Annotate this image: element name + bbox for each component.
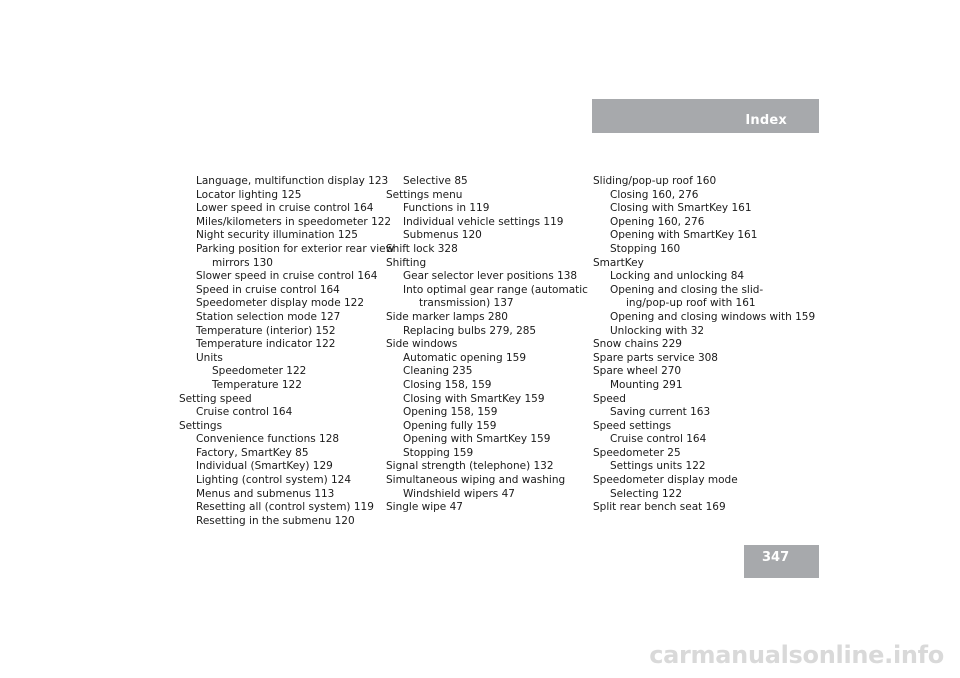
- index-subentry: Temperature indicator 122: [196, 338, 336, 351]
- index-entry: Snow chains 229: [593, 338, 682, 351]
- index-subentry: Cleaning 235: [403, 365, 473, 378]
- index-subentry: Replacing bulbs 279, 285: [403, 324, 537, 337]
- index-subentry: Unlocking with 32: [610, 324, 705, 337]
- section-header: [592, 99, 819, 133]
- index-subentry: Closing 160, 276: [610, 188, 699, 201]
- index-entry: Simultaneous wiping and washing: [386, 474, 566, 487]
- index-subentry: Opening fully 159: [403, 419, 497, 432]
- index-subentry: Cruise control 164: [196, 406, 293, 419]
- index-subentry: Speedometer display mode 122: [196, 297, 365, 310]
- index-subentry: Opening 160, 276: [610, 215, 705, 228]
- index-subentry: Locator lighting 125: [196, 188, 302, 201]
- index-subentry: Lower speed in cruise control 164: [196, 202, 374, 215]
- index-entry: Split rear bench seat 169: [593, 501, 726, 514]
- index-subentry: Selective 85: [403, 175, 468, 187]
- index-subentry: Language, multifunction display 123: [196, 175, 389, 187]
- index-entry: Signal strength (telephone) 132: [386, 460, 554, 473]
- index-subentry: Individual vehicle settings 119: [403, 215, 564, 228]
- index-subentry: Units: [196, 351, 223, 364]
- index-entry: Speedometer display mode: [593, 474, 738, 487]
- index-subentry: Closing with SmartKey 161: [610, 202, 752, 215]
- index-subentry: Functions in 119: [403, 202, 490, 215]
- page-number: 347: [762, 550, 790, 565]
- index-entry: Side marker lamps 280: [386, 310, 508, 323]
- index-subentry: Opening and closing the slid-: [610, 283, 764, 296]
- index-subentry: Temperature 122: [212, 378, 302, 391]
- index-subentry: mirrors 130: [212, 256, 273, 269]
- index-subentry: Selecting 122: [610, 487, 683, 500]
- index-subentry: Stopping 160: [610, 242, 681, 255]
- index-entry: Shift lock 328: [386, 242, 458, 255]
- index-entry: Setting speed: [179, 392, 252, 405]
- index-subentry: Cruise control 164: [610, 433, 707, 446]
- index-subentry: Windshield wipers 47: [403, 487, 515, 500]
- index-subentry: Slower speed in cruise control 164: [196, 270, 378, 283]
- index-subentry: Night security illumination 125: [196, 229, 358, 242]
- index-entry: Spare wheel 270: [593, 365, 682, 378]
- index-column-3: [593, 175, 816, 515]
- index-entry: Speed settings: [593, 419, 672, 432]
- index-subentry: Mounting 291: [610, 378, 683, 391]
- index-subentry: Resetting all (control system) 119: [196, 501, 374, 514]
- index-subentry: Into optimal gear range (automatic: [403, 283, 588, 296]
- index-subentry: Locking and unlocking 84: [610, 270, 745, 283]
- index-subentry: Opening with SmartKey 161: [610, 229, 758, 242]
- index-entry: Shifting: [386, 256, 427, 269]
- index-subentry: Gear selector lever positions 138: [403, 270, 578, 283]
- index-subentry: Opening and closing windows with 159: [610, 310, 816, 323]
- index-entry: Speed: [593, 392, 626, 405]
- index-subentry: Temperature (interior) 152: [196, 324, 336, 337]
- index-subentry: Automatic opening 159: [403, 351, 527, 364]
- page-number-box: [744, 545, 819, 578]
- index-subentry: Saving current 163: [610, 406, 711, 419]
- watermark-text: carmanualsonline.info: [649, 641, 944, 669]
- index-entry: Settings: [179, 419, 223, 432]
- index-subentry: Convenience functions 128: [196, 433, 340, 446]
- section-title: Index: [745, 113, 787, 128]
- index-subentry: Settings units 122: [610, 460, 706, 473]
- index-subentry: Closing with SmartKey 159: [403, 392, 545, 405]
- index-subentry: Miles/kilometers in speedometer 122: [196, 215, 392, 228]
- index-subentry: Opening with SmartKey 159: [403, 433, 551, 446]
- index-subentry: Opening 158, 159: [403, 406, 498, 419]
- index-entry: Sliding/pop-up roof 160: [593, 175, 717, 187]
- index-column-2: [386, 175, 586, 515]
- index-subentry: Lighting (control system) 124: [196, 474, 352, 487]
- index-entry: Speedometer 25: [593, 446, 681, 459]
- index-subentry: transmission) 137: [419, 297, 514, 310]
- index-subentry: Parking position for exterior rear view: [196, 242, 395, 255]
- index-subentry: Submenus 120: [403, 229, 482, 242]
- index-subentry: Stopping 159: [403, 446, 474, 459]
- index-entry: Side windows: [386, 338, 458, 351]
- index-entry: Settings menu: [386, 188, 463, 201]
- index-subentry: Station selection mode 127: [196, 310, 341, 323]
- index-subentry: Factory, SmartKey 85: [196, 446, 309, 459]
- index-entry: Spare parts service 308: [593, 351, 718, 364]
- index-subentry: Resetting in the submenu 120: [196, 514, 355, 527]
- index-subentry: Individual (SmartKey) 129: [196, 460, 333, 473]
- index-subentry: Speed in cruise control 164: [196, 283, 340, 296]
- index-subentry: Speedometer 122: [212, 365, 307, 378]
- index-subentry: Menus and submenus 113: [196, 487, 335, 500]
- index-subentry: ing/pop-up roof with 161: [626, 297, 756, 310]
- index-entry: Single wipe 47: [386, 501, 463, 514]
- index-column-1: [179, 175, 395, 528]
- index-entry: SmartKey: [593, 256, 644, 269]
- index-subentry: Closing 158, 159: [403, 378, 492, 391]
